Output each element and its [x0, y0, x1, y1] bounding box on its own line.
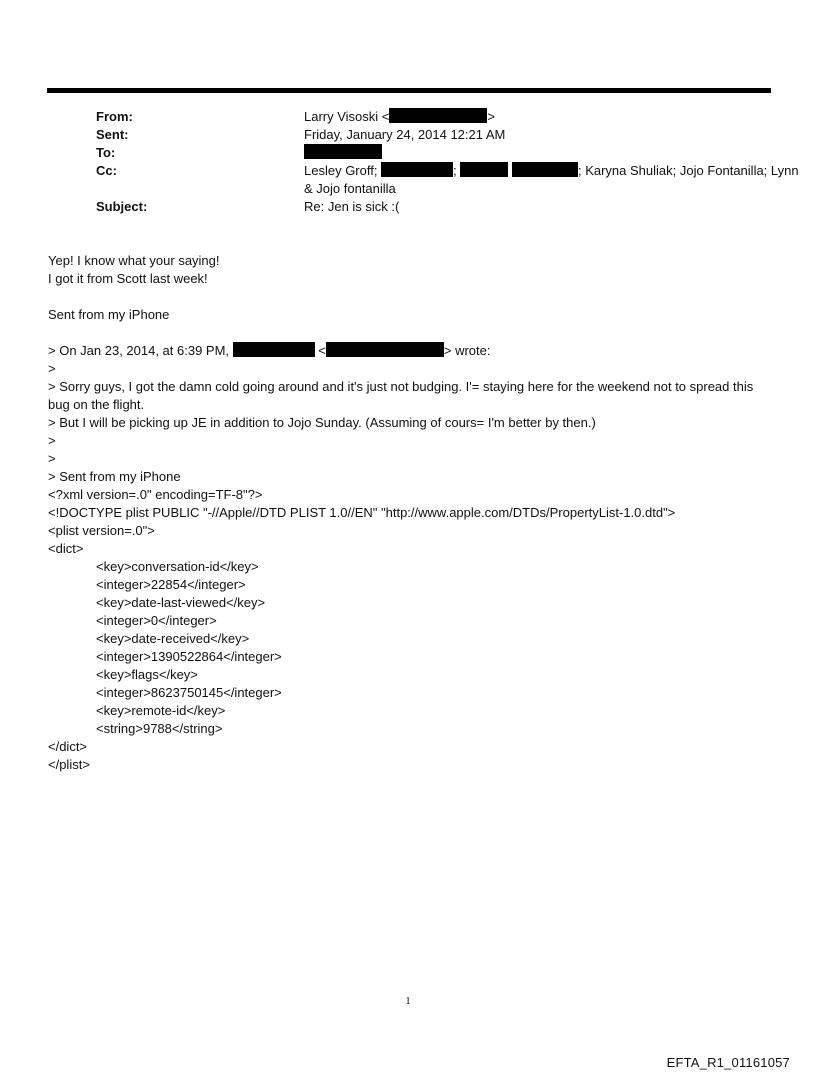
quote-line: > Sent from my iPhone	[48, 469, 181, 484]
redaction-box	[326, 342, 444, 357]
redaction-box	[512, 162, 578, 177]
reply-line: I got it from Scott last week!	[48, 271, 208, 286]
xml-line: <?xml version=.0" encoding=TF-8"?>	[48, 487, 263, 502]
plist-line: <key>date-last-viewed</key>	[96, 595, 266, 610]
spacer	[48, 288, 764, 306]
email-body	[48, 252, 764, 774]
redaction-box	[233, 342, 315, 357]
document-id: EFTA_R1_01161057	[666, 1055, 790, 1070]
plist-line: <integer>1390522864</integer>	[96, 649, 282, 664]
to-label: To:	[96, 145, 116, 160]
plist-line: <integer>22854</integer>	[96, 577, 246, 592]
from-name: Larry Visoski <	[304, 109, 390, 124]
plist-line: <key>flags</key>	[96, 667, 198, 682]
cc-value-line2: & Jojo fontanilla	[304, 181, 396, 196]
xml-line: <plist version=.0">	[48, 523, 155, 538]
from-tail: >	[487, 109, 495, 124]
quote-line: >	[48, 433, 56, 448]
xml-line: <!DOCTYPE plist PUBLIC "-//Apple//DTD PLIST 1.0//EN" "http://www.apple.com/DTDs/PropertyList-1.0.dtd">	[48, 505, 676, 520]
subject-label: Subject:	[96, 199, 148, 214]
quote-line: >	[48, 451, 56, 466]
cc-part: ;	[453, 163, 457, 178]
plist-line: <key>date-received</key>	[96, 631, 250, 646]
signature: Sent from my iPhone	[48, 307, 170, 322]
cc-part: ; Karyna Shuliak; Jojo Fontanilla; Lynn	[577, 163, 799, 178]
plist-line: <string>9788</string>	[96, 721, 223, 736]
sent-label: Sent:	[96, 127, 129, 142]
quote-line: > Sorry guys, I got the damn cold going around and it's just not budging. I'= staying here for the weekend not to spread this bug on the flight.	[48, 379, 754, 412]
xml-line: <dict>	[48, 541, 84, 556]
page-number: 1	[405, 995, 411, 1007]
redaction-box	[460, 162, 508, 177]
cc-part: Lesley Groff;	[304, 163, 378, 178]
header-rule	[47, 88, 771, 93]
cc-label: Cc:	[96, 163, 117, 178]
plist-line: <integer>8623750145</integer>	[96, 685, 282, 700]
quote-intro-text: <	[318, 343, 326, 358]
quote-intro	[48, 342, 764, 360]
redaction-box	[304, 144, 382, 159]
quote-line: >	[48, 361, 56, 376]
quote-intro-text: > wrote:	[443, 343, 491, 358]
quote-intro-text: > On Jan 23, 2014, at 6:39 PM,	[48, 343, 230, 358]
reply-line: Yep! I know what your saying!	[48, 253, 220, 268]
xml-line: </dict>	[48, 739, 88, 754]
xml-line: </plist>	[48, 757, 90, 772]
from-value	[304, 108, 495, 126]
to-value	[304, 144, 382, 162]
quote-line: > But I will be picking up JE in addition to Jojo Sunday. (Assuming of cours= I'm better by then.)	[48, 415, 596, 430]
redaction-box	[381, 162, 453, 177]
plist-line: <key>conversation-id</key>	[96, 559, 259, 574]
plist-line: <key>remote-id</key>	[96, 703, 226, 718]
cc-value	[304, 162, 799, 180]
sent-value: Friday, January 24, 2014 12:21 AM	[304, 127, 506, 142]
redaction-box	[389, 108, 487, 123]
spacer	[48, 324, 764, 342]
subject-value: Re: Jen is sick :(	[304, 199, 400, 214]
from-label: From:	[96, 109, 133, 124]
plist-line: <integer>0</integer>	[96, 613, 217, 628]
